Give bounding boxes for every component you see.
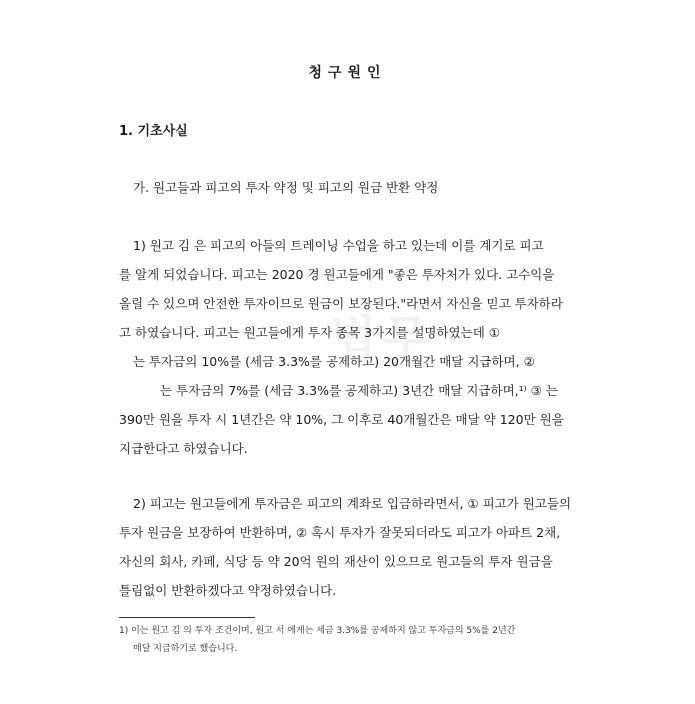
para1-line: 지급한다고 하였습니다.	[119, 441, 248, 456]
section-heading: 1. 기초사실	[119, 124, 188, 139]
para1-line: 는 투자금의 7%를 (세금 3.3%를 공제하고) 3년간 매달 지급하며,¹⁾ ③ 는	[160, 383, 558, 398]
para1-line: 올릴 수 있으며 안전한 투자이므로 원금이 보장된다."라면서 자신을 믿고 투자하라	[119, 296, 563, 311]
footnote-line: 1) 이는 원고 김 의 투자 조건이며, 원고 서 에게는 세금 3.3%를 공제하지 않고 투자금의 5%를 2년간	[119, 626, 516, 636]
para1-line: 는 투자금의 10%를 (세금 3.3%를 공제하고) 20개월간 매달 지급하며, ②	[133, 354, 535, 369]
footnote-divider	[119, 617, 255, 618]
para1-line: 390만 원을 투자 시 1년간은 약 10%, 그 이후로 40개월간은 매달 약 120만 원을	[119, 412, 564, 427]
subsection-heading: 가. 원고들과 피고의 투자 약정 및 피고의 원금 반환 약정	[133, 180, 439, 195]
watermark: 법무	[330, 311, 435, 367]
para1-line: 고 하였습니다. 피고는 원고들에게 투자 종목 3가지를 설명하였는데 ①	[119, 325, 500, 340]
para2-line: 2) 피고는 원고들에게 투자금은 피고의 계좌로 입금하라면서, ① 피고가 원고들의	[133, 496, 572, 511]
footnote-line: 매달 지급하기로 했습니다.	[133, 644, 238, 654]
para2-line: 틀림없이 반환하겠다고 약정하였습니다.	[119, 583, 337, 598]
page-title: 청구원인	[308, 65, 387, 81]
para1-line: 를 알게 되었습니다. 피고는 2020 경 원고들에게 "좋은 투자처가 있다. 고수익을	[119, 267, 555, 282]
para2-line: 자신의 회사, 카페, 식당 등 약 20억 원의 재산이 있으므로 원고들의 투자 원금을	[119, 554, 553, 569]
para1-line: 1) 원고 김 은 피고의 아들의 트레이닝 수업을 하고 있는데 이를 계기로 피고	[133, 238, 544, 253]
para2-line: 투자 원금을 보장하여 반환하며, ② 혹시 투자가 잘못되더라도 피고가 아파트 2채,	[119, 525, 561, 540]
